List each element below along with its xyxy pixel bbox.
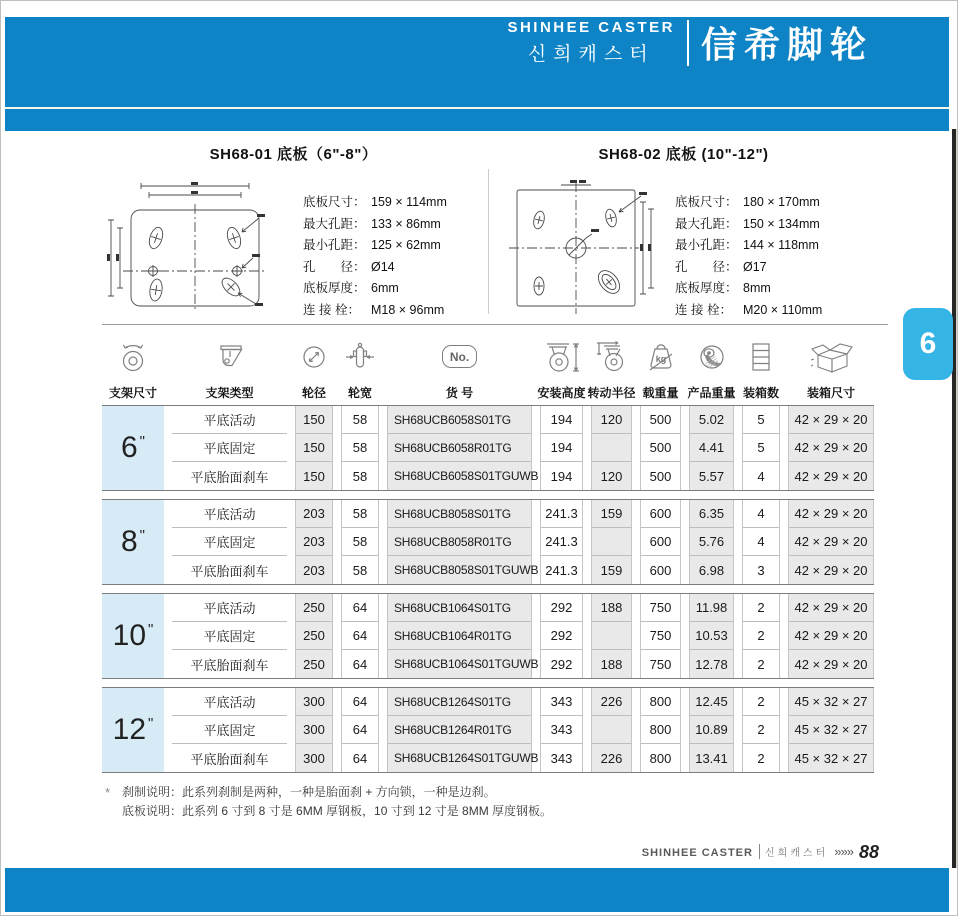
part-number-cell: SH68UCB1264S01TGUWB <box>387 744 532 772</box>
spec-list <box>675 192 822 321</box>
carton-size-cell: 42 × 29 × 20 <box>788 650 874 678</box>
product-weight-cell: 10.53 <box>689 622 734 650</box>
column-header-wheel-width: 轮宽 <box>341 331 379 401</box>
product-weight-cell: 6.35 <box>689 500 734 528</box>
spec-label: 底板尺寸： <box>675 195 738 209</box>
wheel-width-cell: 58 <box>341 556 379 584</box>
page-footer <box>641 842 879 862</box>
spec-label: 孔 径： <box>675 259 738 274</box>
table-group-6in <box>102 405 874 491</box>
carton-size-cell: 45 × 32 × 27 <box>788 688 874 716</box>
footer-brand-english: SHINHEE CASTER <box>641 847 753 859</box>
base-plate-drawing-6-8 <box>101 176 291 318</box>
carton-qty-cell: 2 <box>742 650 780 678</box>
turning-radius-icon <box>594 331 630 382</box>
spec-value: 150 × 134mm <box>743 216 820 231</box>
part-number-cell: SH68UCB1264R01TG <box>387 716 532 744</box>
column-header-carton-size: 装箱尺寸 <box>788 331 874 401</box>
product-weight-cell: 5.57 <box>689 462 734 490</box>
size-value: 6 <box>120 431 138 464</box>
column-header-bracket-type: 支架类型 <box>172 331 287 401</box>
brand-name-english: SHINHEE CASTER <box>507 19 675 36</box>
carton-size-cell: 42 × 29 × 20 <box>788 500 874 528</box>
carton-size-cell: 42 × 29 × 20 <box>788 462 874 490</box>
spec-label: 最小孔距： <box>675 238 738 252</box>
product-weight-cell: 11.98 <box>689 594 734 622</box>
wheel-width-cell: 64 <box>341 716 379 744</box>
wheel-width-cell: 58 <box>341 462 379 490</box>
part-number-icon <box>442 331 477 382</box>
spec-value: Ø17 <box>743 259 767 274</box>
sections-divider <box>488 169 489 314</box>
product-weight-cell: 12.45 <box>689 688 734 716</box>
size-value: 8 <box>120 525 138 558</box>
carton-qty-cell: 2 <box>742 594 780 622</box>
carton-size-cell: 45 × 32 × 27 <box>788 744 874 772</box>
wheel-diameter-cell: 300 <box>295 688 333 716</box>
spec-label: 孔 径： <box>303 259 366 274</box>
spec-value: M20 × 110mm <box>743 302 823 317</box>
wheel-width-cell: 64 <box>341 744 379 772</box>
spec-section-sh68-02 <box>491 143 876 321</box>
table-top-rule <box>102 324 888 325</box>
page-number: 88 <box>858 842 879 862</box>
carton-qty-cell: 4 <box>742 500 780 528</box>
part-number-cell: SH68UCB8058R01TG <box>387 528 532 556</box>
carton-quantity-icon <box>750 331 772 382</box>
inch-mark: " <box>139 432 145 450</box>
kg-icon-text: kg <box>655 353 666 364</box>
carton-size-cell: 45 × 32 × 27 <box>788 716 874 744</box>
spec-value: 180 × 170mm <box>743 195 820 209</box>
size-cell <box>102 406 164 490</box>
mounting-height-icon <box>543 331 581 382</box>
load-capacity-cell: 500 <box>640 406 681 434</box>
spec-value: 8mm <box>743 281 771 295</box>
wheel-diameter-icon <box>301 331 327 382</box>
turning-radius-cell <box>591 716 632 744</box>
carton-qty-cell: 4 <box>742 528 780 556</box>
wheel-diameter-cell: 150 <box>295 434 333 462</box>
type-cell: 平底胎面刹车 <box>190 563 269 579</box>
load-capacity-cell: 600 <box>640 528 681 556</box>
turning-radius-cell: 226 <box>591 744 632 772</box>
type-cell: 平底固定 <box>172 434 287 462</box>
type-cell: 平底固定 <box>172 528 287 556</box>
spec-value: Ø14 <box>371 259 395 274</box>
part-number-cell: SH68UCB1064S01TGUWB <box>387 650 532 678</box>
product-weight-cell: 5.76 <box>689 528 734 556</box>
load-capacity-cell: 600 <box>640 500 681 528</box>
asterisk-icon: * <box>105 785 111 800</box>
size-cell <box>102 500 164 584</box>
size-value: 10 <box>112 619 147 652</box>
inch-mark: " <box>148 714 154 732</box>
wheel-width-cell: 58 <box>341 500 379 528</box>
table-group-8in <box>102 499 874 585</box>
part-number-cell: SH68UCB1064S01TG <box>387 594 532 622</box>
mounting-height-cell: 194 <box>540 434 583 462</box>
carton-qty-cell: 2 <box>742 688 780 716</box>
bottom-band <box>5 868 949 912</box>
carton-size-cell: 42 × 29 × 20 <box>788 594 874 622</box>
mounting-height-cell: 241.3 <box>540 500 583 528</box>
carton-size-cell: 42 × 29 × 20 <box>788 622 874 650</box>
part-number-cell: SH68UCB1064R01TG <box>387 622 532 650</box>
turning-radius-cell: 226 <box>591 688 632 716</box>
load-capacity-icon <box>646 331 676 382</box>
spec-list <box>303 192 447 321</box>
wheel-diameter-cell: 150 <box>295 462 333 490</box>
turning-radius-cell: 120 <box>591 406 632 434</box>
spec-value: 125 × 62mm <box>371 238 441 252</box>
wheel-width-icon <box>345 331 375 382</box>
turning-radius-cell: 188 <box>591 650 632 678</box>
turning-radius-cell <box>591 434 632 462</box>
wheel-diameter-cell: 203 <box>295 556 333 584</box>
wheel-diameter-cell: 203 <box>295 528 333 556</box>
load-capacity-cell: 800 <box>640 688 681 716</box>
wheel-diameter-cell: 150 <box>295 406 333 434</box>
mounting-height-cell: 292 <box>540 622 583 650</box>
wheel-width-cell: 64 <box>341 622 379 650</box>
mounting-height-cell: 241.3 <box>540 556 583 584</box>
spec-label: 最大孔距： <box>675 216 738 231</box>
column-header-part-number: No. 货 号 <box>387 331 532 401</box>
spec-section-sh68-01 <box>101 143 486 321</box>
wheel-width-cell: 64 <box>341 594 379 622</box>
footnote-brake: * 刹制说明：此系列刹制是两种，一种是胎面刹 + 方向锁，一种是边刹。 <box>105 785 496 800</box>
load-capacity-cell: 600 <box>640 556 681 584</box>
spec-value: 6mm <box>371 281 399 295</box>
carton-qty-cell: 2 <box>742 744 780 772</box>
carton-size-cell: 42 × 29 × 20 <box>788 528 874 556</box>
inch-mark: " <box>139 526 145 544</box>
load-capacity-cell: 750 <box>640 594 681 622</box>
inch-mark: " <box>148 620 154 638</box>
load-capacity-cell: 750 <box>640 650 681 678</box>
turning-radius-cell: 159 <box>591 556 632 584</box>
table-header <box>102 331 874 401</box>
spec-label: 连 接 栓： <box>675 302 732 317</box>
spec-value: M18 × 96mm <box>371 302 445 317</box>
product-weight-cell: 6.98 <box>689 556 734 584</box>
part-number-cell: SH68UCB6058S01TG <box>387 406 532 434</box>
load-capacity-cell: 800 <box>640 744 681 772</box>
spec-label: 底板尺寸： <box>303 195 366 209</box>
spec-value: 144 × 118mm <box>743 238 819 252</box>
wheel-diameter-cell: 250 <box>295 594 333 622</box>
carton-qty-cell: 5 <box>742 434 780 462</box>
load-capacity-cell: 500 <box>640 462 681 490</box>
wheel-diameter-cell: 250 <box>295 622 333 650</box>
brand-logo-left <box>507 19 675 66</box>
size-cell <box>102 594 164 678</box>
load-capacity-cell: 750 <box>640 622 681 650</box>
page-edge-paper <box>956 129 958 868</box>
size-value: 12 <box>112 713 147 746</box>
column-header-product-weight: 产品重量 <box>689 331 734 401</box>
column-header-wheel-diameter: 轮径 <box>295 331 333 401</box>
column-header-turning-radius: 转动半径 <box>591 331 632 401</box>
product-weight-icon <box>697 331 727 382</box>
bracket-icon <box>216 331 244 382</box>
column-header-bracket-size: 支架尺寸 <box>102 331 164 401</box>
mounting-height-cell: 343 <box>540 716 583 744</box>
type-cell: 平底固定 <box>172 716 287 744</box>
mounting-height-cell: 292 <box>540 594 583 622</box>
size-cell <box>102 688 164 772</box>
type-cell: 平底活动 <box>172 500 287 528</box>
no-icon-text: No. <box>449 350 470 364</box>
footer-arrows-icon: »»» <box>834 844 853 859</box>
table-body <box>102 405 874 781</box>
carton-size-cell: 42 × 29 × 20 <box>788 406 874 434</box>
part-number-cell: SH68UCB6058R01TG <box>387 434 532 462</box>
header-subband <box>5 109 949 131</box>
base-plate-drawing-10-12 <box>491 176 663 318</box>
load-capacity-cell: 500 <box>640 434 681 462</box>
type-cell: 平底固定 <box>172 622 287 650</box>
spec-label: 底板厚度： <box>303 281 366 295</box>
product-weight-cell: 5.02 <box>689 406 734 434</box>
product-weight-cell: 4.41 <box>689 434 734 462</box>
wheel-diameter-cell: 203 <box>295 500 333 528</box>
footnotes <box>105 783 552 821</box>
wheel-diameter-cell: 250 <box>295 650 333 678</box>
part-number-cell: SH68UCB8058S01TGUWB <box>387 556 532 584</box>
spec-value: 133 × 86mm <box>371 216 441 231</box>
column-header-carton-quantity: 装箱数 <box>742 331 780 401</box>
wheel-width-cell: 58 <box>341 434 379 462</box>
footnote-plate: 底板说明：此系列 6 寸到 8 寸是 6MM 厚钢板，10 寸到 12 寸是 8MM 厚度钢板。 <box>122 804 553 818</box>
carton-qty-cell: 5 <box>742 406 780 434</box>
type-cell: 平底胎面刹车 <box>190 751 269 767</box>
carton-qty-cell: 2 <box>742 622 780 650</box>
footer-brand-korean: 신희캐스터 <box>759 844 828 859</box>
type-cell: 平底活动 <box>172 406 287 434</box>
section-tab-6[interactable]: 6 <box>903 308 953 380</box>
carton-qty-cell: 3 <box>742 556 780 584</box>
turning-radius-cell: 188 <box>591 594 632 622</box>
type-cell: 平底胎面刹车 <box>190 469 269 485</box>
part-number-cell: SH68UCB8058S01TG <box>387 500 532 528</box>
table-group-10in <box>102 593 874 679</box>
wheel-diameter-cell: 300 <box>295 716 333 744</box>
brand-name-chinese: 信希脚轮 <box>700 24 873 65</box>
mounting-height-cell: 194 <box>540 406 583 434</box>
turning-radius-cell: 159 <box>591 500 632 528</box>
spec-value: 159 × 114mm <box>371 195 447 209</box>
caster-top-view-icon <box>120 331 146 382</box>
carton-size-cell: 42 × 29 × 20 <box>788 434 874 462</box>
table-group-12in <box>102 687 874 773</box>
carton-qty-cell: 4 <box>742 462 780 490</box>
product-weight-cell: 12.78 <box>689 650 734 678</box>
wheel-width-cell: 64 <box>341 650 379 678</box>
mounting-height-cell: 343 <box>540 744 583 772</box>
type-cell: 平底活动 <box>172 688 287 716</box>
turning-radius-cell: 120 <box>591 462 632 490</box>
spec-label: 最大孔距： <box>303 216 366 231</box>
type-cell: 平底胎面刹车 <box>190 657 269 673</box>
carton-qty-cell: 2 <box>742 716 780 744</box>
type-cell: 平底活动 <box>172 594 287 622</box>
column-header-mounting-height: 安装高度 <box>540 331 583 401</box>
section-title: SH68-01 底板（6"-8"） <box>209 146 378 163</box>
part-number-cell: SH68UCB1264S01TG <box>387 688 532 716</box>
column-header-load-capacity: kg 载重量 <box>640 331 681 401</box>
mounting-height-cell: 343 <box>540 688 583 716</box>
carton-size-cell: 42 × 29 × 20 <box>788 556 874 584</box>
mounting-height-cell: 194 <box>540 462 583 490</box>
turning-radius-cell <box>591 528 632 556</box>
spec-label: 连 接 栓： <box>303 302 360 317</box>
spec-label: 底板厚度： <box>675 281 738 295</box>
wheel-width-cell: 58 <box>341 528 379 556</box>
product-weight-cell: 10.89 <box>689 716 734 744</box>
carton-size-icon <box>808 331 854 382</box>
product-weight-cell: 13.41 <box>689 744 734 772</box>
wheel-width-cell: 58 <box>341 406 379 434</box>
part-number-cell: SH68UCB6058S01TGUWB <box>387 462 532 490</box>
brand-logo <box>507 17 873 68</box>
section-title: SH68-02 底板 (10"-12") <box>598 146 769 163</box>
load-capacity-cell: 800 <box>640 716 681 744</box>
spec-label: 最小孔距： <box>303 238 366 252</box>
wheel-width-cell: 64 <box>341 688 379 716</box>
mounting-height-cell: 241.3 <box>540 528 583 556</box>
brand-name-korean: 신희캐스터 <box>527 44 655 65</box>
turning-radius-cell <box>591 622 632 650</box>
wheel-diameter-cell: 300 <box>295 744 333 772</box>
logo-divider <box>687 20 689 66</box>
mounting-height-cell: 292 <box>540 650 583 678</box>
